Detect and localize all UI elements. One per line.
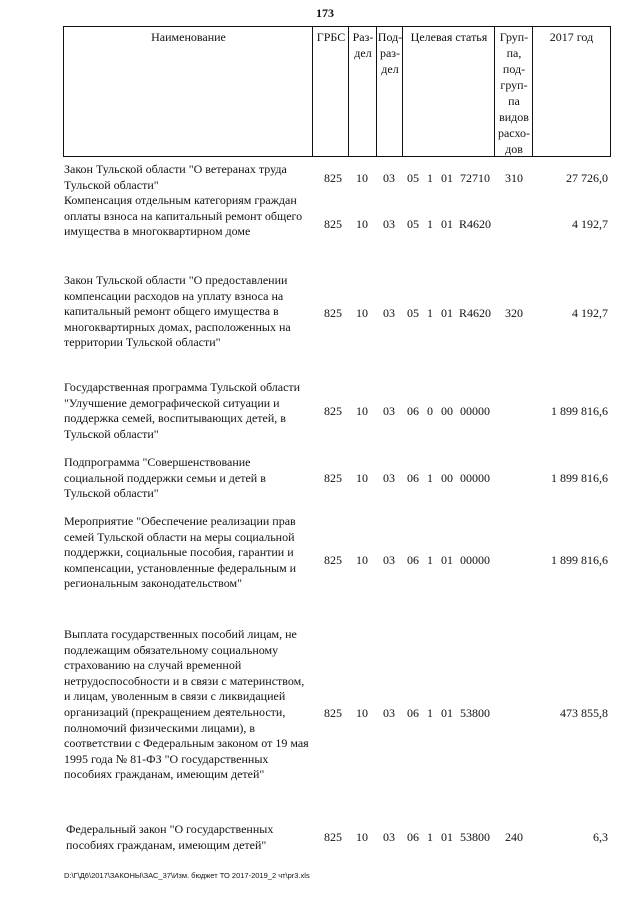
row-target-p4: 72710	[460, 171, 490, 185]
row-name: Компенсация отдельным категориям граждан оплаты взноса на капитальный ремонт общего имущества в многоквартирном доме	[64, 193, 303, 239]
col-divider	[312, 26, 313, 157]
row-target-p4: R4620	[458, 306, 491, 320]
row-grbs: 825	[324, 171, 342, 185]
table-header	[63, 26, 611, 157]
row-group: 240	[505, 830, 523, 844]
row-target-p2: 1	[427, 217, 433, 231]
row-name: Выплата государственных пособий лицам, не подлежащим обязательному социальному страхованию на случай временной нетрудоспособности и в связи с материнством, и лицам, уволенным в связи с ликвидацией организаций (прекращением деятельности, полномочий физическими лицами), в соответствии с Федеральным законом от 19 мая 1995 года № 81-ФЗ "О государственных пособиях гражданам, имеющим детей"	[64, 627, 309, 782]
page-number: 173	[316, 6, 334, 20]
row-target-p1: 06	[407, 404, 419, 418]
row-target-p3: 01	[441, 553, 453, 567]
row-target-p4: 53800	[460, 706, 490, 720]
row-podrazdel: 03	[383, 471, 395, 485]
header-grbs: ГРБС	[316, 30, 346, 44]
row-target-p2: 1	[427, 830, 433, 844]
row-podrazdel: 03	[383, 217, 395, 231]
row-target-p3: 01	[441, 171, 453, 185]
row-target-p2: 1	[427, 471, 433, 485]
row-group: 320	[505, 306, 523, 320]
row-target-p2: 1	[427, 706, 433, 720]
row-name: Федеральный закон "О государственных пособиях гражданам, имеющим детей"	[66, 822, 274, 852]
row-grbs: 825	[324, 706, 342, 720]
row-podrazdel: 03	[383, 306, 395, 320]
row-value: 1 899 816,6	[551, 553, 608, 567]
row-razdel: 10	[356, 471, 368, 485]
row-name: Государственная программа Тульской области "Улучшение демографической ситуации и поддержка семей, воспитывающих детей, в Тульской области"	[64, 380, 301, 441]
row-target-p1: 06	[407, 706, 419, 720]
row-target-p4: 00000	[460, 553, 490, 567]
row-grbs: 825	[324, 217, 342, 231]
header-name: Наименование	[151, 30, 226, 44]
header-group: Груп- па, под- груп- па видов расхо- дов	[497, 30, 531, 156]
row-target-p2: 1	[427, 306, 433, 320]
row-razdel: 10	[356, 706, 368, 720]
row-grbs: 825	[324, 404, 342, 418]
row-target-p2: 1	[427, 171, 433, 185]
row-target-p3: 00	[441, 404, 453, 418]
row-grbs: 825	[324, 471, 342, 485]
row-target-p2: 0	[427, 404, 433, 418]
row-target-p1: 05	[407, 217, 419, 231]
row-name: Мероприятие "Обеспечение реализации прав семей Тульской области на меры социальной поддержки, социальные пособия, гарантии и компенсации, установленные федеральным и региональным законодательством"	[64, 514, 297, 591]
header-podrazdel: Под- раз- дел	[377, 30, 403, 76]
row-value: 4 192,7	[572, 217, 608, 231]
row-podrazdel: 03	[383, 830, 395, 844]
row-razdel: 10	[356, 553, 368, 567]
header-target: Целевая статья	[410, 30, 488, 44]
row-target-p4: R4620	[458, 217, 491, 231]
row-value: 27 726,0	[566, 171, 608, 185]
col-divider	[532, 26, 533, 157]
row-razdel: 10	[356, 217, 368, 231]
row-target-p1: 05	[407, 306, 419, 320]
row-value: 1 899 816,6	[551, 404, 608, 418]
row-group: 310	[505, 171, 523, 185]
row-value: 4 192,7	[572, 306, 608, 320]
row-name: Закон Тульской области "О предоставлении компенсации расходов на уплату взноса на капитальный ремонт общего имущества в многоквартирных домах, расположенных на территории Тульской области"	[64, 273, 291, 350]
col-divider	[376, 26, 377, 157]
row-target-p3: 00	[441, 471, 453, 485]
row-value: 6,3	[593, 830, 608, 844]
row-target-p4: 53800	[460, 830, 490, 844]
row-razdel: 10	[356, 404, 368, 418]
row-grbs: 825	[324, 830, 342, 844]
row-value: 1 899 816,6	[551, 471, 608, 485]
row-target-p3: 01	[441, 306, 453, 320]
row-target-p2: 1	[427, 553, 433, 567]
row-target-p3: 01	[441, 830, 453, 844]
col-divider	[348, 26, 349, 157]
row-grbs: 825	[324, 553, 342, 567]
row-target-p3: 01	[441, 706, 453, 720]
row-value: 473 855,8	[560, 706, 608, 720]
row-target-p1: 06	[407, 553, 419, 567]
row-razdel: 10	[356, 830, 368, 844]
row-target-p4: 00000	[460, 471, 490, 485]
row-target-p1: 06	[407, 830, 419, 844]
row-podrazdel: 03	[383, 171, 395, 185]
col-divider	[402, 26, 403, 157]
file-path-footer: D:\Г\Д6\2017\ЗАКОНЫ\ЗАС_37\Изм. бюджет ТО 2017-2019_2 чт\pr3.xls	[64, 871, 310, 880]
header-year: 2017 год	[549, 30, 594, 44]
row-grbs: 825	[324, 306, 342, 320]
row-target-p4: 00000	[460, 404, 490, 418]
row-podrazdel: 03	[383, 553, 395, 567]
row-podrazdel: 03	[383, 404, 395, 418]
row-name: Закон Тульской области "О ветеранах труда Тульской области"	[64, 162, 287, 192]
row-target-p1: 06	[407, 471, 419, 485]
col-divider	[494, 26, 495, 157]
row-podrazdel: 03	[383, 706, 395, 720]
row-target-p1: 05	[407, 171, 419, 185]
header-razdel: Раз- дел	[352, 30, 374, 60]
row-razdel: 10	[356, 306, 368, 320]
row-razdel: 10	[356, 171, 368, 185]
row-name: Подпрограмма "Совершенствование социальной поддержки семьи и детей в Тульской области"	[64, 455, 266, 501]
row-target-p3: 01	[441, 217, 453, 231]
